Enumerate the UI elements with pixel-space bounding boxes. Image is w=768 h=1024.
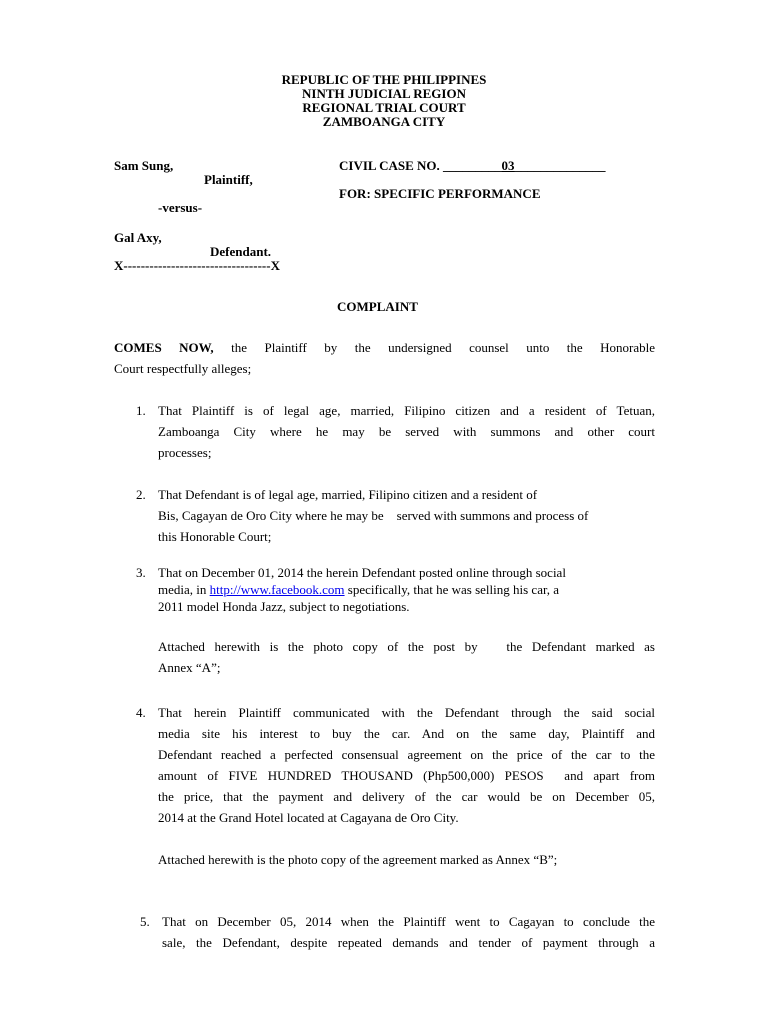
header-republic: REPUBLIC OF THE PHILIPPINES — [281, 72, 487, 87]
paragraph-4-line-1: That herein Plaintiff communicated with the Defendant through the said social — [158, 705, 655, 720]
paragraph-3-number: 3. — [136, 565, 146, 580]
paragraph-5-number: 5. — [140, 914, 150, 929]
paragraph-2-number: 2. — [136, 487, 146, 502]
paragraph-4-line-6: 2014 at the Grand Hotel located at Cagayana de Oro City. — [158, 810, 459, 825]
civil-case-line — [339, 158, 606, 174]
civil-case-number: 03 — [501, 158, 515, 173]
paragraph-4-line-5: the price, that the payment and delivery of the car would be on December 05, — [158, 789, 655, 804]
paragraph-1-number: 1. — [136, 403, 146, 418]
versus-label: -versus- — [158, 200, 203, 215]
paragraph-4-number: 4. — [136, 705, 146, 720]
paragraph-2-line-1: That Defendant is of legal age, married, Filipino citizen and a resident of — [158, 487, 538, 502]
paragraph-2-line-2: Bis, Cagayan de Oro City where he may be served with summons and process of — [158, 508, 589, 523]
paragraph-1-line-3: processes; — [158, 445, 212, 460]
case-nature: FOR: SPECIFIC PERFORMANCE — [339, 186, 541, 201]
paragraph-3-attach-line-2: Annex “A”; — [158, 660, 221, 675]
paragraph-4-attach-line-1: Attached herewith is the photo copy of the agreement marked as Annex “B”; — [158, 852, 558, 867]
civil-case-blank-before: _________ — [443, 158, 502, 173]
plaintiff-label: Plaintiff, — [204, 172, 253, 187]
header-judicial-region: NINTH JUDICIAL REGION — [302, 86, 466, 101]
paragraph-2-line-3: this Honorable Court; — [158, 529, 272, 544]
paragraph-3-line-2 — [158, 582, 559, 598]
paragraph-3-line-1: That on December 01, 2014 the herein Defendant posted online through social — [158, 565, 566, 580]
intro-line-2: Court respectfully alleges; — [114, 361, 252, 376]
header-trial-court: REGIONAL TRIAL COURT — [302, 100, 466, 115]
paragraph-5-line-1: That on December 05, 2014 when the Plaintiff went to Cagayan to conclude the — [162, 914, 655, 929]
civil-case-blank-after: ______________ — [514, 158, 606, 173]
plaintiff-name: Sam Sung, — [114, 158, 174, 173]
document-title: COMPLAINT — [337, 299, 418, 314]
paragraph-5-line-2: sale, the Defendant, despite repeated demands and tender of payment through a — [162, 935, 655, 950]
paragraph-1-line-1: That Plaintiff is of legal age, married, Filipino citizen and a resident of Tetuan, — [158, 403, 655, 418]
defendant-name: Gal Axy, — [114, 230, 162, 245]
paragraph-4-line-2: media site his interest to buy the car. And on the same day, Plaintiff and — [158, 726, 655, 741]
intro-lead: COMES NOW, — [114, 340, 214, 355]
defendant-label: Defendant. — [210, 244, 272, 259]
paragraph-3-attach-line-1: Attached herewith is the photo copy of the post by the Defendant marked as — [158, 639, 655, 654]
intro-line-1 — [114, 340, 655, 356]
intro-rest: the Plaintiff by the undersigned counsel unto the Honorable — [213, 340, 655, 355]
paragraph-1-line-2: Zamboanga City where he may be served with summons and other court — [158, 424, 655, 439]
paragraph-4-line-4: amount of FIVE HUNDRED THOUSAND (Php500,000) PESOS and apart from — [158, 768, 655, 783]
paragraph-4-line-3: Defendant reached a perfected consensual agreement on the price of the car to the — [158, 747, 655, 762]
paragraph-3-line-2-after: specifically, that he was selling his car, a — [344, 582, 560, 597]
header-city: ZAMBOANGA CITY — [322, 114, 446, 129]
caption-separator: X----------------------------------X — [114, 258, 280, 273]
paragraph-3-line-2-before: media, in — [158, 582, 210, 597]
paragraph-3-line-3: 2011 model Honda Jazz, subject to negotiations. — [158, 599, 410, 614]
civil-case-label: CIVIL CASE NO. — [339, 158, 444, 173]
facebook-link[interactable]: http://www.facebook.com — [209, 582, 345, 597]
